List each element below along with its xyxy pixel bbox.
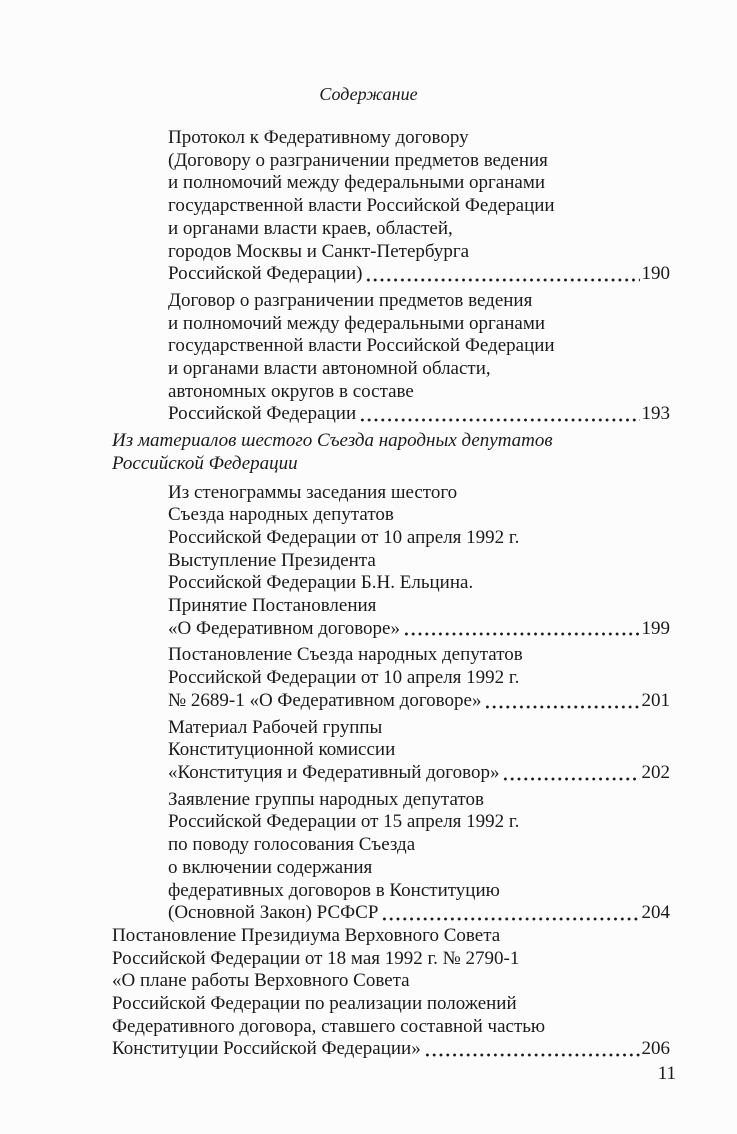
toc-page-ref: 190 (641, 263, 670, 285)
toc-line: Российской Федерации от 10 апреля 1992 г. (168, 667, 520, 689)
toc-line: Российской Федерации от 18 мая 1992 г. № 2790-1 (112, 947, 520, 969)
toc-line: Из материалов шестого Съезда народных депутатов (112, 430, 553, 452)
toc-line: и органами власти автономной области, (168, 358, 491, 380)
toc-line: Российской Федерации (112, 452, 298, 474)
toc-line-tail: № 2689-1 «О Федеративном договоре» (168, 689, 482, 711)
toc-line-tail: «О Федеративном договоре» (168, 617, 400, 639)
toc-line-with-page (168, 263, 670, 286)
toc-entry (112, 644, 670, 712)
toc-line: Из стенограммы заседания шестого (168, 481, 458, 503)
toc-line-tail: Российской Федерации) (168, 263, 363, 285)
toc-line: Принятие Постановления (168, 595, 377, 617)
toc-line: Российской Федерации Б.Н. Ельцина. (168, 572, 474, 594)
toc-page-ref: 199 (641, 617, 670, 639)
toc-line: государственной власти Российской Федерации (168, 195, 555, 217)
toc-page-ref: 204 (641, 902, 670, 924)
toc-line-tail: Российской Федерации (168, 403, 357, 425)
toc-entry (112, 482, 670, 641)
dot-leader (502, 762, 639, 785)
toc-line: и полномочий между федеральными органами (168, 172, 546, 194)
toc-page-ref: 206 (641, 1038, 670, 1060)
toc-line-with-page (168, 902, 670, 925)
toc-entry (112, 789, 670, 925)
dot-leader (484, 690, 639, 713)
toc-line: Российской Федерации по реализации положений (112, 993, 517, 1015)
toc-line-with-page (168, 618, 670, 641)
toc-line: (Договору о разграничении предметов ведения (168, 149, 548, 171)
toc-line: «О плане работы Верховного Совета (112, 970, 410, 992)
toc-line: о включении содержания (168, 856, 373, 878)
toc-line: и полномочий между федеральными органами (168, 312, 546, 334)
toc-line-tail: (Основной Закон) РСФСР (168, 902, 379, 924)
toc-line-tail: «Конституция и Федеративный договор» (168, 761, 500, 783)
toc-line: и органами власти краев, областей, (168, 217, 453, 239)
toc-line: Конституционной комиссии (168, 739, 396, 761)
toc-page-ref: 201 (641, 689, 670, 711)
toc-line: Российской Федерации от 15 апреля 1992 г. (168, 811, 520, 833)
toc-section-heading (112, 430, 670, 475)
toc-line-with-page (168, 403, 670, 426)
toc-page-ref: 193 (641, 403, 670, 425)
dot-leader (359, 403, 639, 426)
dot-leader (381, 902, 639, 925)
dot-leader (403, 618, 640, 641)
toc-title: Содержание (319, 84, 418, 104)
toc-entry (112, 925, 670, 1061)
toc-line-with-page (112, 1038, 670, 1061)
toc-content (112, 127, 670, 1065)
toc-line: Заявление группы народных депутатов (168, 788, 484, 810)
toc-entry (112, 127, 670, 286)
dot-leader (424, 1038, 640, 1061)
toc-line: государственной власти Российской Федерации (168, 335, 555, 357)
toc-line: федеративных договоров в Конституцию (168, 879, 500, 901)
toc-line-tail: Конституции Российской Федерации» (112, 1038, 421, 1060)
toc-line: Федеративного договора, ставшего составной частью (112, 1015, 546, 1037)
toc-line: по поводу голосования Съезда (168, 834, 416, 856)
toc-line: Выступление Президента (168, 549, 376, 571)
toc-line: Постановление Съезда народных депутатов (168, 644, 523, 666)
toc-line: Российской Федерации от 10 апреля 1992 г. (168, 526, 520, 548)
dot-leader (365, 263, 639, 286)
toc-entry (112, 717, 670, 785)
toc-line-with-page (168, 690, 670, 713)
toc-line: Постановление Президиума Верховного Совета (112, 924, 501, 946)
toc-line: городов Москвы и Санкт-Петербурга (168, 240, 470, 262)
toc-line: Съезда народных депутатов (168, 504, 394, 526)
toc-line: Протокол к Федеративному договору (168, 127, 469, 148)
toc-line: Материал Рабочей группы (168, 716, 383, 738)
toc-page-ref: 202 (641, 761, 670, 783)
toc-entry (112, 290, 670, 426)
toc-line-with-page (168, 762, 670, 785)
toc-line: Договор о разграничении предметов ведения (168, 289, 533, 311)
page-number: 11 (657, 1063, 676, 1084)
toc-line: автономных округов в составе (168, 380, 414, 402)
